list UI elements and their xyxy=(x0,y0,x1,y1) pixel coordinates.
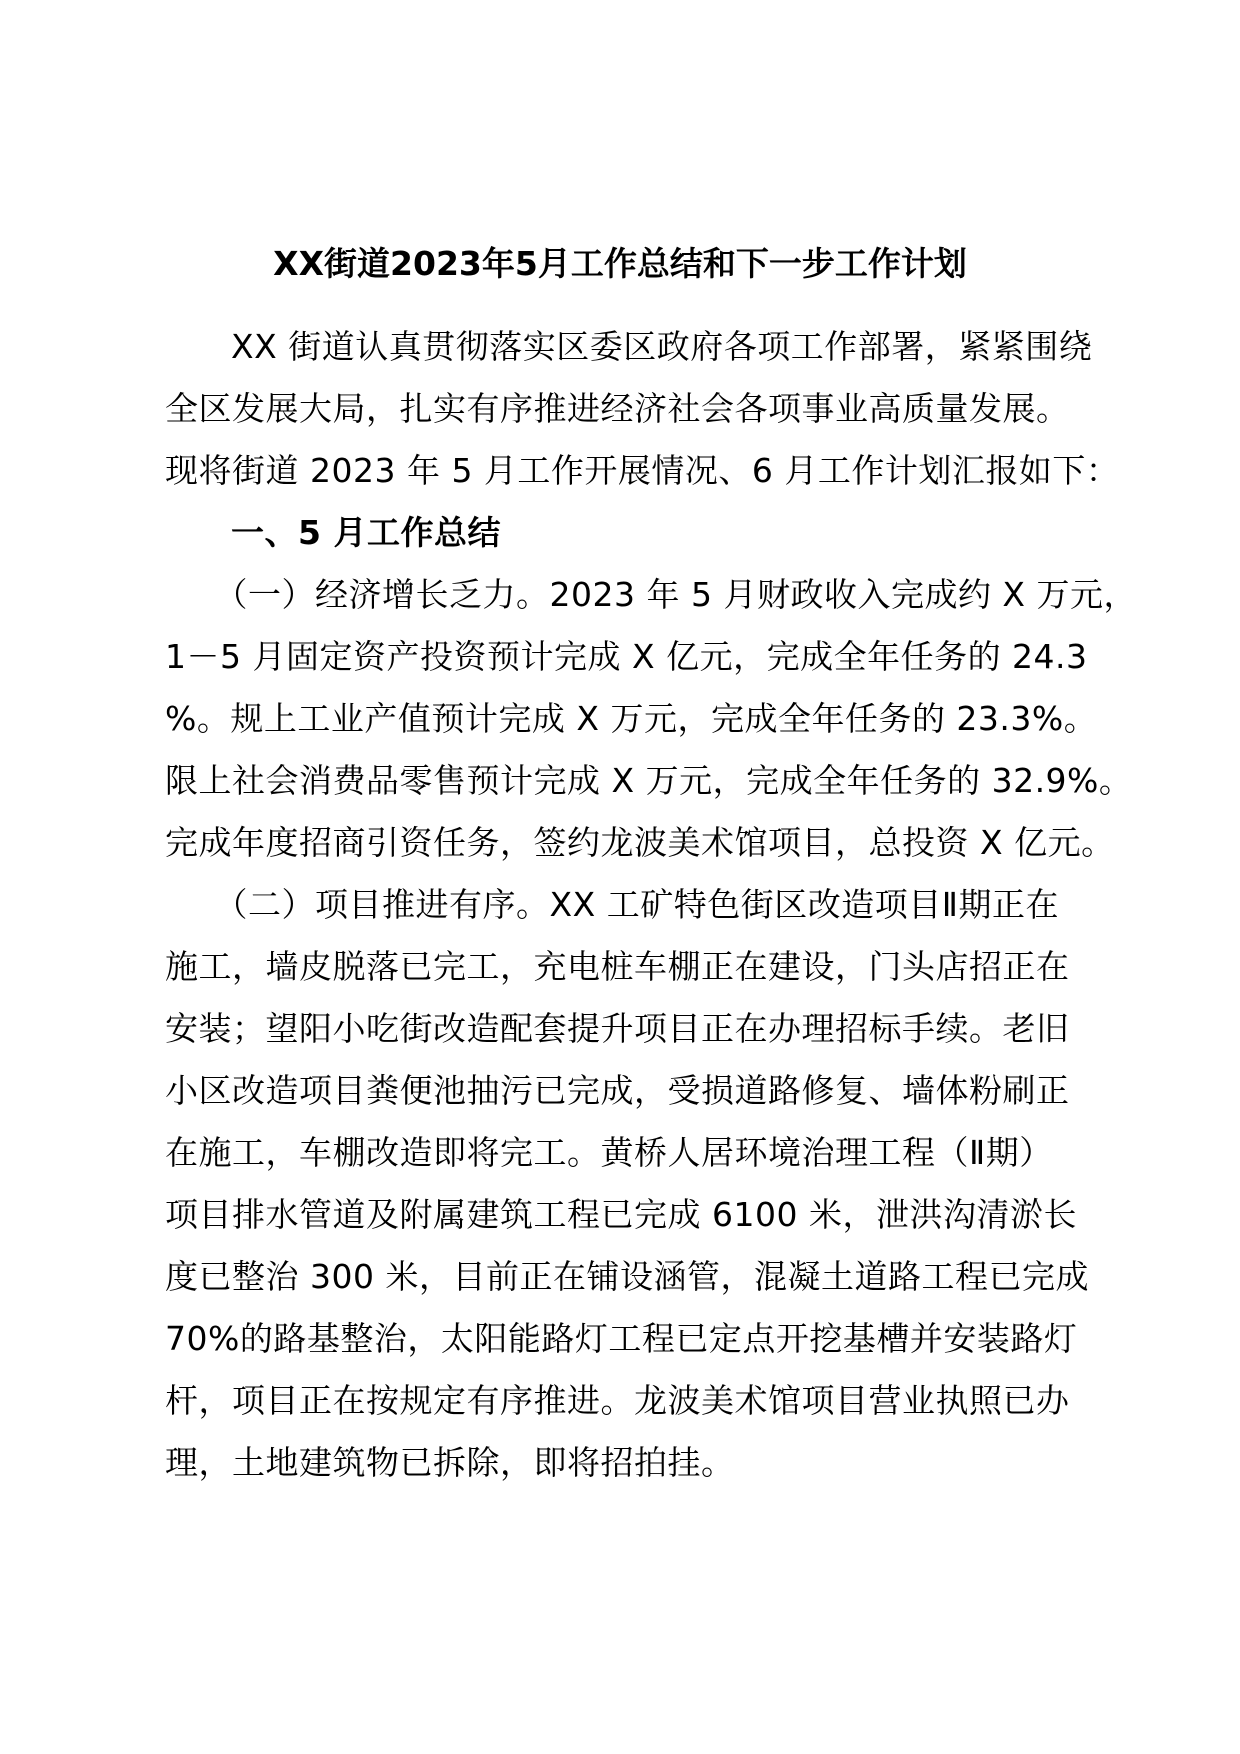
item1-paragraph xyxy=(165,564,1138,874)
document-title: XX街道2023年5月工作总结和下一步工作计划 xyxy=(273,244,967,283)
item1-line: 1－5 月固定资产投资预计完成 X 亿元，完成全年任务的 24.3 xyxy=(165,637,1088,676)
item2-line: （二）项目推进有序。XX 工矿特色街区改造项目Ⅱ期正在 xyxy=(214,885,1059,924)
item2-line: 70%的路基整治，太阳能路灯工程已定点开挖基槽并安装路灯 xyxy=(165,1319,1078,1358)
section-heading: 一、5 月工作总结 xyxy=(231,513,501,552)
item2-line: 项目排水管道及附属建筑工程已完成 6100 米，泄洪沟清淤长 xyxy=(165,1195,1077,1234)
intro-line: 全区发展大局，扎实有序推进经济社会各项事业高质量发展。 xyxy=(165,389,1070,428)
item1-line: （一）经济增长乏力。2023 年 5 月财政收入完成约 X 万元， xyxy=(214,575,1138,614)
item2-line: 理，土地建筑物已拆除，即将招拍挂。 xyxy=(165,1443,735,1482)
item1-line: 限上社会消费品零售预计完成 X 万元，完成全年任务的 32.9%。 xyxy=(165,761,1133,800)
item2-line: 杆，项目正在按规定有序推进。龙波美术馆项目营业执照已办 xyxy=(165,1381,1070,1420)
intro-line: XX 街道认真贯彻落实区委区政府各项工作部署，紧紧围绕 xyxy=(231,327,1093,366)
intro-paragraph xyxy=(165,316,1120,502)
item2-line: 施工，墙皮脱落已完工，充电桩车棚正在建设，门头店招正在 xyxy=(165,947,1070,986)
item1-line: %。规上工业产值预计完成 X 万元，完成全年任务的 23.3%。 xyxy=(165,699,1098,738)
item2-line: 在施工，车棚改造即将完工。黄桥人居环境治理工程（Ⅱ期） xyxy=(165,1133,1053,1172)
item2-line: 小区改造项目粪便池抽污已完成，受损道路修复、墙体粉刷正 xyxy=(165,1071,1070,1110)
item2-paragraph xyxy=(165,874,1095,1494)
intro-line: 现将街道 2023 年 5 月工作开展情况、6 月工作计划汇报如下： xyxy=(165,451,1120,490)
item2-line: 安装；望阳小吃街改造配套提升项目正在办理招标手续。老旧 xyxy=(165,1009,1070,1048)
item2-line: 度已整治 300 米，目前正在铺设涵管，混凝土道路工程已完成 xyxy=(165,1257,1089,1296)
item1-line: 完成年度招商引资任务，签约龙波美术馆项目，总投资 X 亿元。 xyxy=(165,823,1115,862)
document-body xyxy=(165,316,1138,1494)
